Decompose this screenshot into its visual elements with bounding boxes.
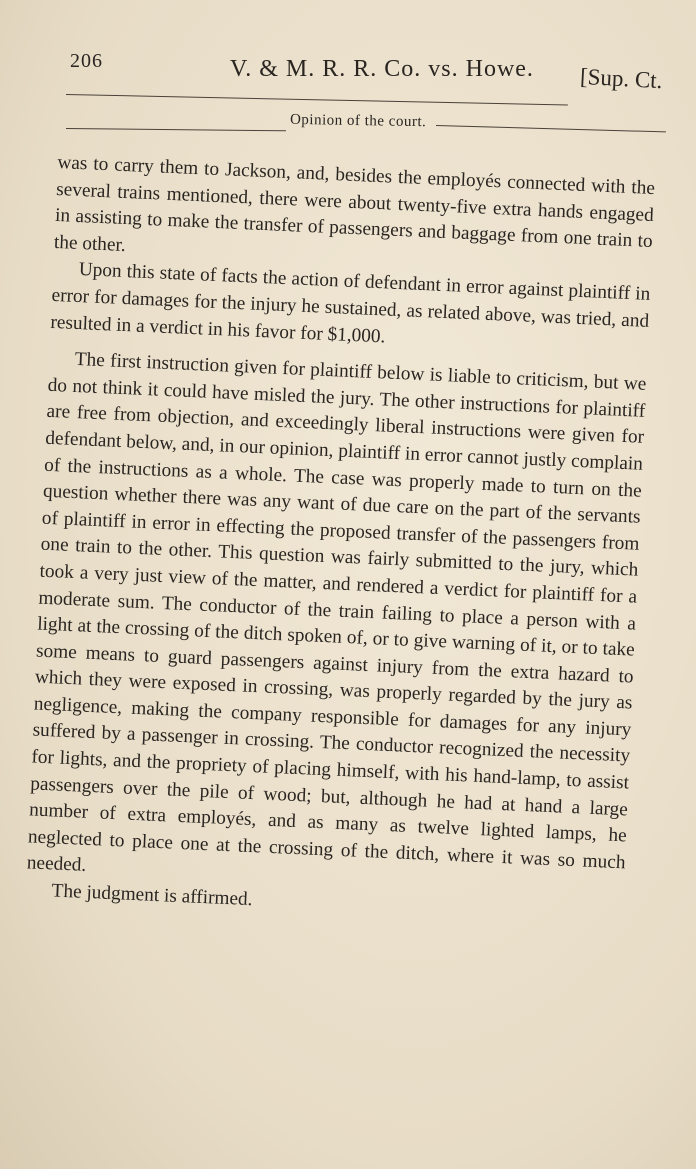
paragraph: The first instruction given for plaintiff below is liable to criticism, but we do not think it could have misled the jury. The other instructions for plaintiff are free from objection, and exceedingly liberal instructions were given for defendant below, and, in our opinion, plaintiff in error cannot justly complain of the instructions as a whole. The case was properly made to turn on the question whether there was any want of due care on the part of the servants of plaintiff in error in effecting the proposed transfer of the passengers from one train to the other. This question was fairly submitted to the jury, which took a very just view of the matter, and rendered a verdict for plaintiff for a moderate sum. The conductor of the train failing to place a person with a light at the crossing of the ditch spoken of, or to give warning of it, or to take some means to guard passengers against injury from the extra hazard to which they were exposed in crossing, was properly regarded by the jury as negligence, making the company responsible for damages for any injury suffered by a passenger in crossing. The conductor recognized the necessity for lights, and the propriety of placing himself, with his hand-lamp, to assist passengers over the pile of wood; but, although he had at hand a large number of extra employés, and as many as twelve lighted lamps, he neglected to place one at the crossing of the ditch, where it was so much needed. [26,349,647,877]
opinion-text [25,150,655,930]
section-label: Opinion of the court. [289,111,427,131]
section-rule-left [66,128,286,131]
running-title: V. & M. R. R. Co. vs. Howe. [230,56,534,82]
section-rule-right [436,125,666,132]
paragraph: was to carry them to Jackson, and, besides the employés connected with the several trains mentioned, there were about twenty-five extra hands engaged in assisting to make the transfer of passengers and baggage from one train to the other. [53,151,656,256]
page-number: 206 [70,50,103,72]
paragraph: Upon this state of facts the action of defendant in error against plaintiff in error for damages for the injury he sustained, as related above, was tried, and resulted in a verdict in his favor for $1,000. [50,259,651,348]
closing-paragraph: The judgment is affirmed. [51,880,253,911]
court-label: [Sup. Ct. [579,63,664,94]
